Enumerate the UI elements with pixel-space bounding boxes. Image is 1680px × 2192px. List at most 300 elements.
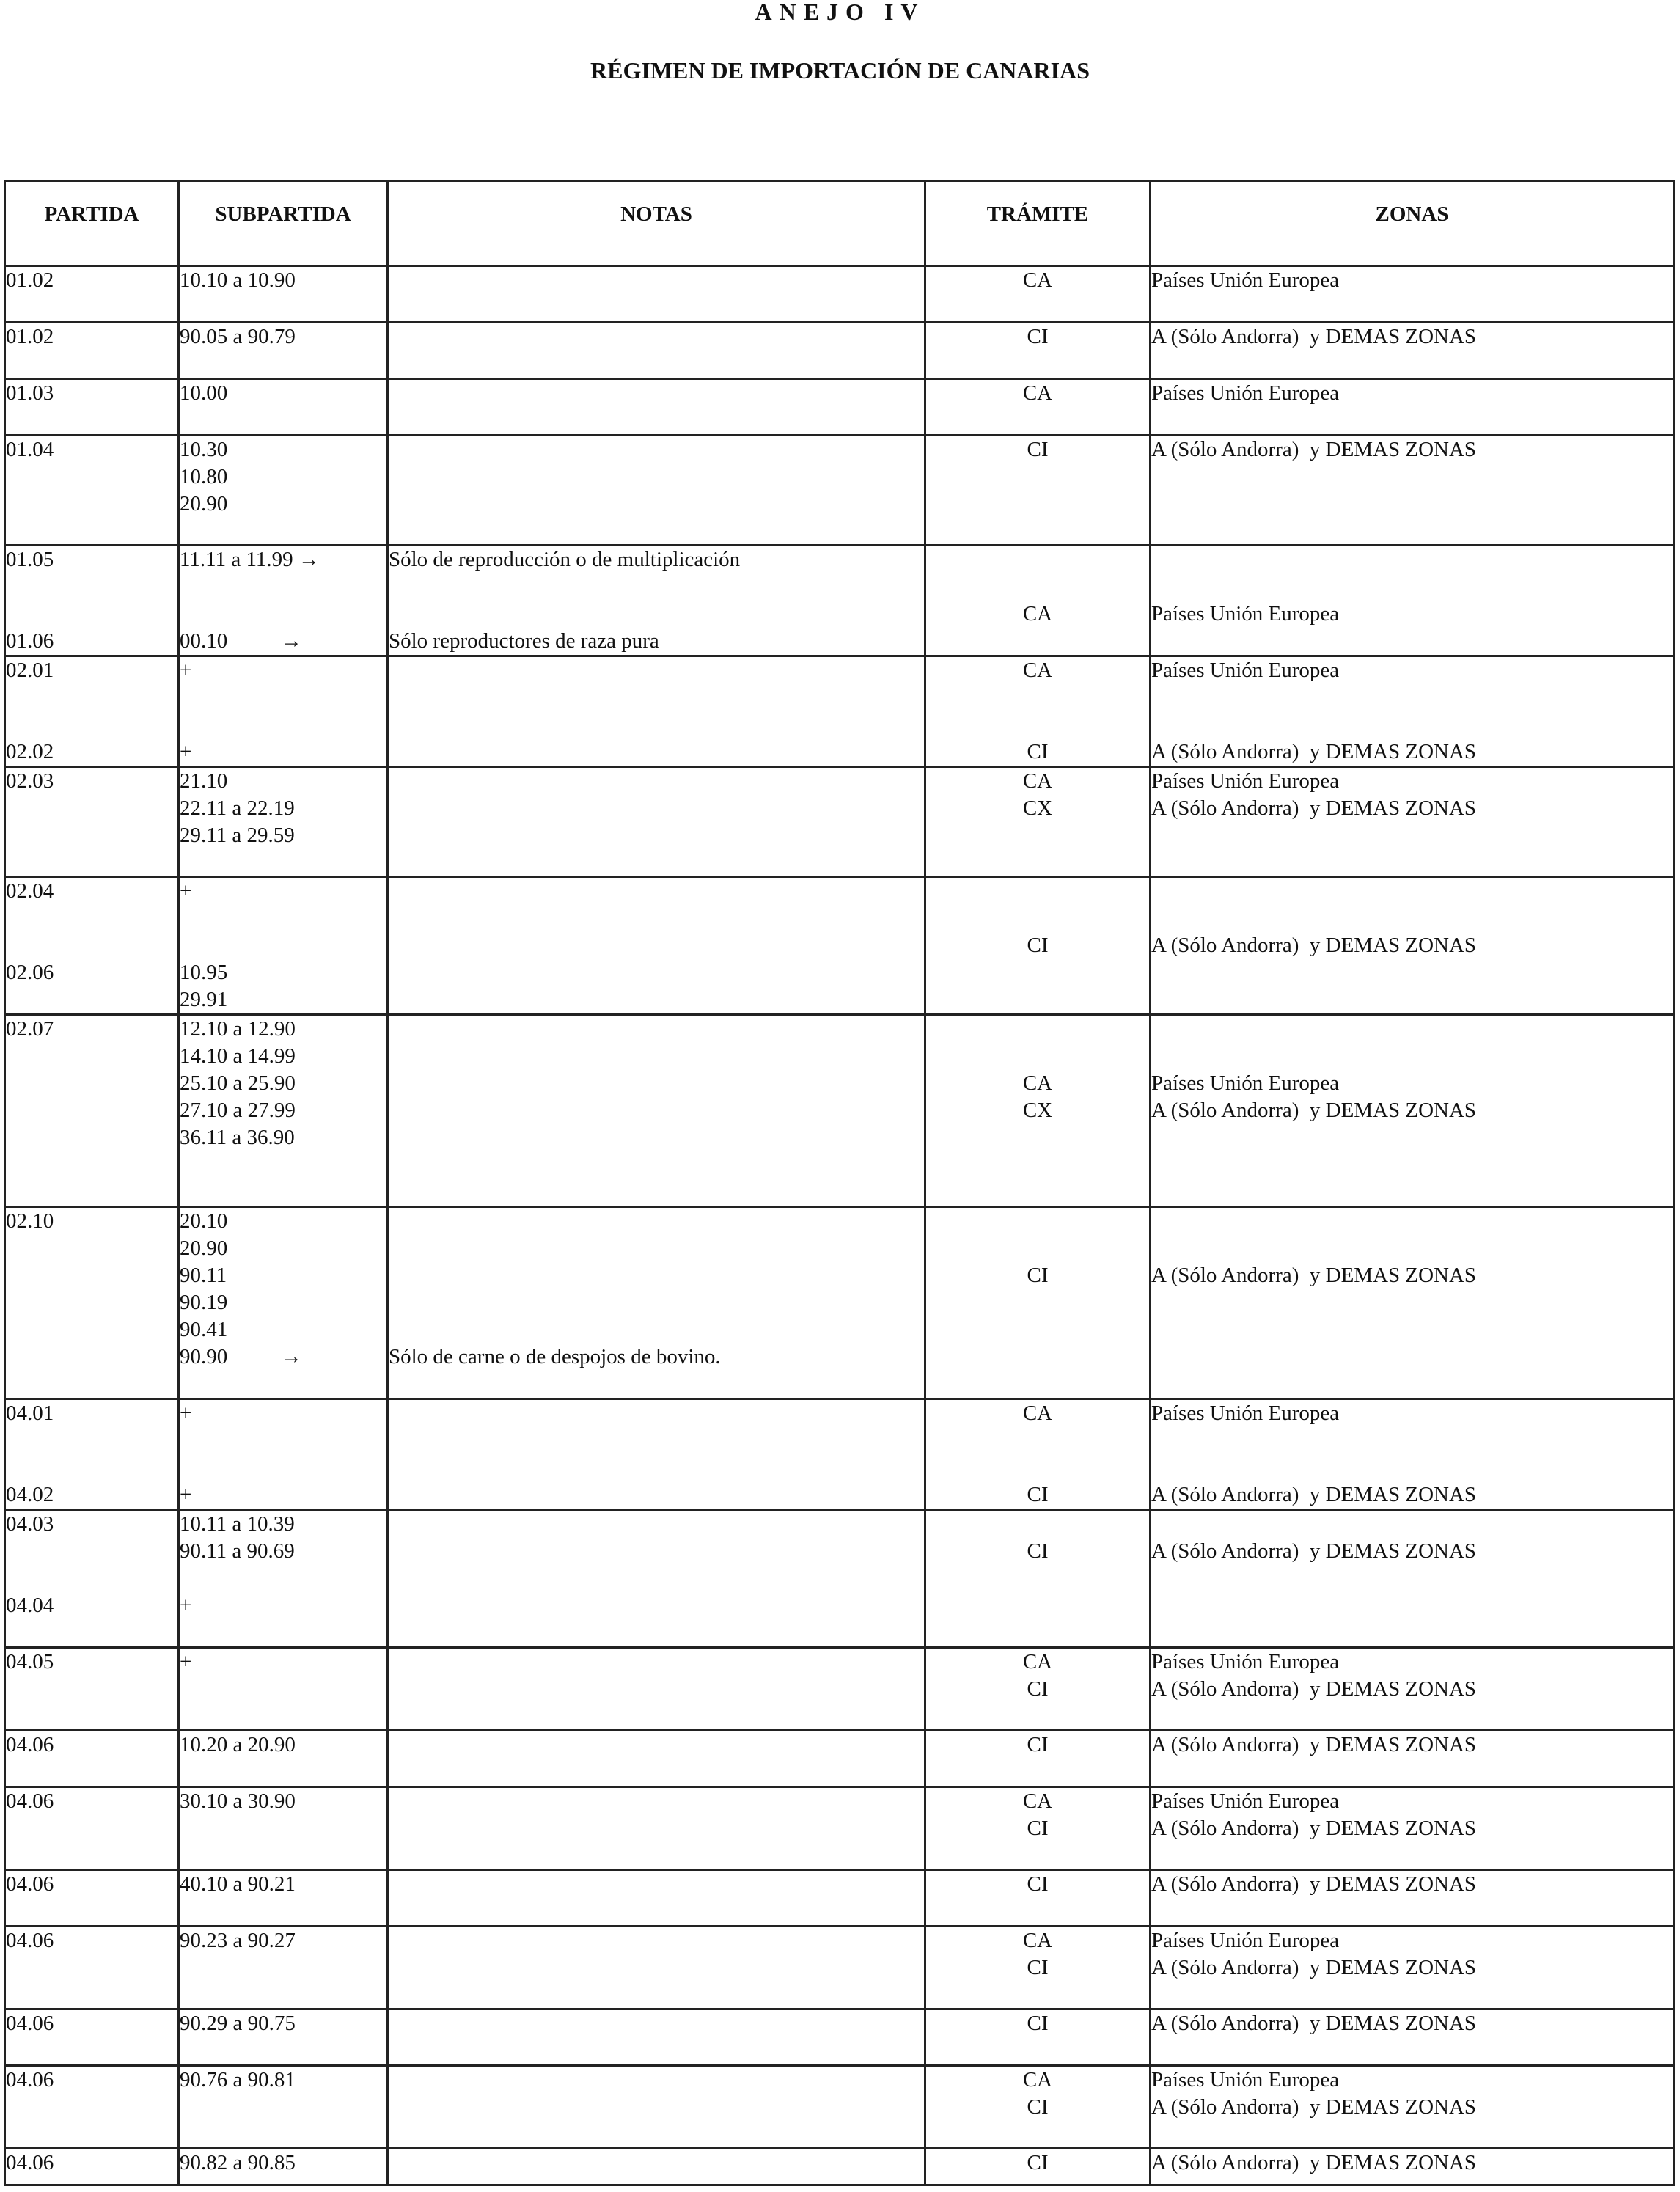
partida-cell — [5, 266, 179, 323]
notas-cell — [388, 656, 925, 767]
subpartida-line — [180, 932, 386, 959]
zonas-line — [1151, 546, 1673, 573]
subpartida-line — [180, 601, 386, 628]
subpartida-line: 11.11 a 11.99 → — [180, 548, 320, 571]
tramite-cell — [925, 1510, 1151, 1648]
zonas-cell — [1151, 1870, 1674, 1927]
notas-cell — [388, 1015, 925, 1207]
zonas-line — [1151, 711, 1673, 738]
tramite-line: CI — [1027, 1872, 1049, 1896]
tramite-cell — [925, 266, 1151, 323]
table-row — [5, 1870, 1674, 1927]
zonas-line: Países Unión Europea — [1151, 1789, 1340, 1813]
notas-line — [389, 1649, 924, 1676]
subpartida-cell — [179, 1399, 388, 1510]
subpartida-line: 90.05 a 90.79 — [180, 325, 296, 348]
zonas-line: A (Sólo Andorra) y DEMAS ZONAS — [1151, 934, 1477, 957]
header-tramite — [925, 181, 1151, 266]
tramite-line: CI — [1027, 438, 1049, 461]
subpartida-line: 90.23 a 90.27 — [180, 1929, 296, 1952]
zonas-line — [1151, 1016, 1673, 1043]
header-subpartida — [179, 181, 388, 266]
table-header-row — [5, 181, 1674, 266]
tramite-line — [926, 546, 1149, 573]
table-row — [5, 2009, 1674, 2066]
tramite-cell — [925, 656, 1151, 767]
tramite-cell — [925, 1731, 1151, 1787]
tramite-cell — [925, 323, 1151, 379]
partida-line: 01.05 — [6, 548, 54, 571]
tramite-line — [926, 684, 1149, 711]
zonas-line — [1151, 1427, 1673, 1454]
subpartida-line: 90.19 — [180, 1291, 228, 1314]
subpartida-cell — [179, 1927, 388, 2009]
subpartida-cell — [179, 266, 388, 323]
zonas-cell — [1151, 2149, 1674, 2185]
subpartida-line: 12.10 a 12.90 — [180, 1017, 296, 1041]
zonas-line — [1151, 573, 1673, 601]
partida-cell — [5, 546, 179, 656]
tramite-line: CI — [1027, 2012, 1049, 2035]
tramite-line: CA — [1022, 602, 1053, 626]
subpartida-line: 90.11 a 90.69 — [180, 1539, 295, 1563]
import-regime-table — [4, 180, 1675, 2186]
partida-line: 01.03 — [6, 381, 54, 405]
subpartida-line: 10.95 — [180, 961, 228, 984]
tramite-cell — [925, 767, 1151, 877]
notas-line — [389, 323, 924, 351]
notas-line — [389, 2067, 924, 2094]
partida-line: 01.06 — [6, 629, 54, 653]
subpartida-cell — [179, 379, 388, 436]
notas-line — [389, 380, 924, 407]
table-row — [5, 656, 1674, 767]
header-label: TRÁMITE — [986, 202, 1089, 226]
subpartida-cell — [179, 1648, 388, 1731]
subpartida-line: 10.30 — [180, 438, 228, 461]
partida-cell — [5, 323, 179, 379]
partida-cell — [5, 1870, 179, 1927]
tramite-line: CI — [1027, 2095, 1049, 2119]
zonas-cell — [1151, 2066, 1674, 2149]
tramite-line: CA — [1022, 1789, 1053, 1813]
header-partida — [5, 181, 179, 266]
subpartida-line: 25.10 a 25.90 — [180, 1071, 296, 1095]
partida-cell — [5, 1399, 179, 1510]
notas-line: Sólo de reproducción o de multiplicación — [389, 548, 741, 571]
partida-line — [6, 1538, 177, 1565]
partida-line: 02.02 — [6, 740, 54, 763]
partida-line: 01.02 — [6, 325, 54, 348]
notas-cell — [388, 2149, 925, 2185]
zonas-line: A (Sólo Andorra) y DEMAS ZONAS — [1151, 1817, 1477, 1840]
notas-line — [389, 1208, 924, 1235]
subpartida-line: 30.10 a 30.90 — [180, 1789, 296, 1813]
table-row — [5, 877, 1674, 1015]
partida-line: 02.10 — [6, 1209, 54, 1233]
header-label: ZONAS — [1375, 202, 1449, 226]
partida-cell — [5, 1648, 179, 1731]
notas-cell — [388, 767, 925, 877]
notas-line — [389, 1316, 924, 1344]
subpartida-line: 27.10 a 27.99 — [180, 1099, 296, 1122]
zonas-line: Países Unión Europea — [1151, 1650, 1340, 1674]
partida-line — [6, 932, 177, 959]
notas-line — [389, 1731, 924, 1759]
tramite-cell — [925, 1927, 1151, 2009]
subpartida-line: 29.11 a 29.59 — [180, 824, 295, 847]
partida-cell — [5, 1731, 179, 1787]
zonas-line — [1151, 878, 1673, 905]
subpartida-cell — [179, 2009, 388, 2066]
partida-line: 04.05 — [6, 1650, 54, 1674]
subpartida-cell — [179, 546, 388, 656]
subpartida-cell — [179, 877, 388, 1015]
tramite-cell — [925, 1399, 1151, 1510]
subpartida-cell — [179, 2149, 388, 2185]
table-row — [5, 1207, 1674, 1399]
notas-line — [389, 1289, 924, 1316]
table-row — [5, 2149, 1674, 2185]
zonas-line: Países Unión Europea — [1151, 1071, 1340, 1095]
tramite-line: CI — [1027, 1539, 1049, 1563]
zonas-line: A (Sólo Andorra) y DEMAS ZONAS — [1151, 2095, 1477, 2119]
zonas-line — [1151, 905, 1673, 932]
subpartida-line: 10.10 a 10.90 — [180, 268, 296, 292]
zonas-line — [1151, 1208, 1673, 1235]
notas-cell — [388, 1510, 925, 1648]
partida-cell — [5, 767, 179, 877]
tramite-line: CA — [1022, 769, 1053, 793]
zonas-line — [1151, 1454, 1673, 1481]
zonas-line: A (Sólo Andorra) y DEMAS ZONAS — [1151, 796, 1477, 820]
subpartida-line: 00.10 → — [180, 629, 302, 653]
tramite-cell — [925, 2066, 1151, 2149]
zonas-cell — [1151, 1510, 1674, 1648]
zonas-line: A (Sólo Andorra) y DEMAS ZONAS — [1151, 1733, 1477, 1756]
partida-line: 01.02 — [6, 268, 54, 292]
tramite-line: CA — [1022, 1929, 1053, 1952]
zonas-line: A (Sólo Andorra) y DEMAS ZONAS — [1151, 1099, 1477, 1122]
tramite-line: CA — [1022, 2068, 1053, 2092]
zonas-line: A (Sólo Andorra) y DEMAS ZONAS — [1151, 1539, 1477, 1563]
tramite-line: CI — [1027, 740, 1049, 763]
zonas-line: A (Sólo Andorra) y DEMAS ZONAS — [1151, 740, 1477, 763]
tramite-cell — [925, 1648, 1151, 1731]
table-row — [5, 767, 1674, 877]
zonas-line — [1151, 1043, 1673, 1070]
zonas-line: A (Sólo Andorra) y DEMAS ZONAS — [1151, 2012, 1477, 2035]
tramite-cell — [925, 1870, 1151, 1927]
tramite-line: CI — [1027, 325, 1049, 348]
zonas-line: Países Unión Europea — [1151, 268, 1340, 292]
zonas-line: A (Sólo Andorra) y DEMAS ZONAS — [1151, 1872, 1477, 1896]
zonas-cell — [1151, 1731, 1674, 1787]
table-row — [5, 379, 1674, 436]
partida-line: 04.06 — [6, 2012, 54, 2035]
subpartida-cell — [179, 1015, 388, 1207]
tramite-line — [926, 573, 1149, 601]
header-notas — [388, 181, 925, 266]
subpartida-line: 20.10 — [180, 1209, 228, 1233]
annex-title: ANEJO IV — [755, 0, 925, 25]
notas-cell — [388, 1927, 925, 2009]
table-row — [5, 1787, 1674, 1870]
header-zonas — [1151, 181, 1674, 266]
partida-line — [6, 684, 177, 711]
subpartida-line: + — [180, 659, 192, 682]
partida-cell — [5, 379, 179, 436]
zonas-line: Países Unión Europea — [1151, 2068, 1340, 2092]
partida-line: 04.04 — [6, 1594, 54, 1617]
zonas-line: Países Unión Europea — [1151, 602, 1340, 626]
zonas-line: A (Sólo Andorra) y DEMAS ZONAS — [1151, 438, 1477, 461]
subpartida-line: 36.11 a 36.90 — [180, 1126, 295, 1149]
document-title: RÉGIMEN DE IMPORTACIÓN DE CANARIAS — [590, 57, 1090, 84]
partida-line — [6, 601, 177, 628]
partida-line: 02.03 — [6, 769, 54, 793]
subpartida-line — [180, 905, 386, 932]
tramite-cell — [925, 2009, 1151, 2066]
table-row — [5, 1015, 1674, 1207]
table-row — [5, 546, 1674, 656]
subpartida-line: 90.11 — [180, 1264, 227, 1287]
partida-cell — [5, 2009, 179, 2066]
subpartida-cell — [179, 1510, 388, 1648]
zonas-cell — [1151, 767, 1674, 877]
zonas-cell — [1151, 877, 1674, 1015]
tramite-cell — [925, 2149, 1151, 2185]
partida-line: 04.01 — [6, 1401, 54, 1425]
tramite-line — [926, 1208, 1149, 1235]
partida-line — [6, 711, 177, 738]
table-row — [5, 1731, 1674, 1787]
notas-line — [389, 2149, 924, 2177]
partida-cell — [5, 2149, 179, 2185]
notas-line — [389, 1262, 924, 1289]
tramite-line: CA — [1022, 1071, 1053, 1095]
notas-cell — [388, 1207, 925, 1399]
tramite-line: CI — [1027, 934, 1049, 957]
zonas-line: A (Sólo Andorra) y DEMAS ZONAS — [1151, 1677, 1477, 1701]
subpartida-line: + — [180, 1401, 192, 1425]
subpartida-line: 90.41 — [180, 1318, 228, 1341]
notas-cell — [388, 1787, 925, 1870]
zonas-line: Países Unión Europea — [1151, 1401, 1340, 1425]
zonas-line: A (Sólo Andorra) y DEMAS ZONAS — [1151, 1264, 1477, 1287]
subpartida-line: + — [180, 1650, 192, 1674]
partida-line: 01.04 — [6, 438, 54, 461]
partida-cell — [5, 2066, 179, 2149]
notas-line — [389, 573, 924, 601]
table-row — [5, 436, 1674, 546]
partida-line: 04.06 — [6, 1929, 54, 1952]
tramite-cell — [925, 379, 1151, 436]
partida-line: 04.06 — [6, 1872, 54, 1896]
partida-line: 02.07 — [6, 1017, 54, 1041]
subpartida-line: 90.82 a 90.85 — [180, 2151, 296, 2174]
zonas-cell — [1151, 1207, 1674, 1399]
notas-line — [389, 1235, 924, 1262]
tramite-line — [926, 1454, 1149, 1481]
partida-line: 04.06 — [6, 1789, 54, 1813]
table-row — [5, 1648, 1674, 1731]
zonas-cell — [1151, 1015, 1674, 1207]
header-label: NOTAS — [620, 202, 692, 226]
zonas-cell — [1151, 1399, 1674, 1510]
subpartida-line: + — [180, 1594, 192, 1617]
zonas-cell — [1151, 656, 1674, 767]
zonas-line: Países Unión Europea — [1151, 381, 1340, 405]
zonas-cell — [1151, 1927, 1674, 2009]
zonas-line: Países Unión Europea — [1151, 1929, 1340, 1952]
tramite-cell — [925, 1015, 1151, 1207]
subpartida-line: 10.80 — [180, 465, 228, 488]
zonas-line — [1151, 1511, 1673, 1538]
notas-line — [389, 1016, 924, 1043]
subpartida-line — [180, 711, 386, 738]
partida-line: 04.02 — [6, 1483, 54, 1506]
subpartida-line: 10.20 a 20.90 — [180, 1733, 296, 1756]
subpartida-cell — [179, 1787, 388, 1870]
zonas-line — [1151, 1235, 1673, 1262]
notas-line — [389, 1788, 924, 1815]
tramite-line: CA — [1022, 381, 1053, 405]
partida-line: 04.06 — [6, 2151, 54, 2174]
notas-cell — [388, 1648, 925, 1731]
partida-line — [6, 573, 177, 601]
tramite-cell — [925, 1787, 1151, 1870]
zonas-line — [1151, 684, 1673, 711]
tramite-line: CI — [1027, 1677, 1049, 1701]
tramite-line: CX — [1022, 1099, 1053, 1122]
zonas-line: A (Sólo Andorra) y DEMAS ZONAS — [1151, 1483, 1477, 1506]
subpartida-line: 29.91 — [180, 988, 228, 1011]
notas-line — [389, 267, 924, 294]
notas-line — [389, 1927, 924, 1954]
tramite-line: CA — [1022, 659, 1053, 682]
subpartida-line — [180, 684, 386, 711]
notas-cell — [388, 266, 925, 323]
zonas-cell — [1151, 436, 1674, 546]
header-label: SUBPARTIDA — [215, 202, 351, 226]
tramite-line: CI — [1027, 1483, 1049, 1506]
notas-cell — [388, 2009, 925, 2066]
partida-cell — [5, 1787, 179, 1870]
subpartida-line: 20.90 — [180, 1236, 228, 1260]
notas-cell — [388, 436, 925, 546]
subpartida-line: + — [180, 879, 192, 903]
subpartida-line: 10.00 — [180, 381, 228, 405]
notas-cell — [388, 877, 925, 1015]
partida-cell — [5, 877, 179, 1015]
tramite-line: CI — [1027, 1956, 1049, 1979]
notas-line — [389, 1511, 924, 1538]
notas-cell — [388, 1399, 925, 1510]
tramite-cell — [925, 877, 1151, 1015]
partida-cell — [5, 656, 179, 767]
header-label: PARTIDA — [44, 202, 139, 226]
subpartida-line: 20.90 — [180, 492, 228, 516]
tramite-cell — [925, 546, 1151, 656]
subpartida-cell — [179, 1731, 388, 1787]
partida-line: 02.06 — [6, 961, 54, 984]
tramite-cell — [925, 1207, 1151, 1399]
tramite-line: CX — [1022, 796, 1053, 820]
zonas-line: A (Sólo Andorra) y DEMAS ZONAS — [1151, 325, 1477, 348]
notas-line — [389, 1400, 924, 1427]
subpartida-line: + — [180, 740, 192, 763]
partida-cell — [5, 1510, 179, 1648]
subpartida-line: 90.76 a 90.81 — [180, 2068, 296, 2092]
subpartida-line: 40.10 a 90.21 — [180, 1872, 296, 1896]
notas-line: Sólo de carne o de despojos de bovino. — [389, 1345, 721, 1368]
tramite-line: CA — [1022, 268, 1053, 292]
zonas-cell — [1151, 379, 1674, 436]
subpartida-line: + — [180, 1483, 192, 1506]
zonas-cell — [1151, 546, 1674, 656]
zonas-line: A (Sólo Andorra) y DEMAS ZONAS — [1151, 1956, 1477, 1979]
tramite-line — [926, 878, 1149, 905]
notas-cell — [388, 546, 925, 656]
subpartida-line: 10.11 a 10.39 — [180, 1512, 295, 1536]
zonas-line: Países Unión Europea — [1151, 769, 1340, 793]
subpartida-line — [180, 1565, 386, 1592]
notas-cell — [388, 1731, 925, 1787]
table-row — [5, 2066, 1674, 2149]
tramite-line — [926, 1427, 1149, 1454]
subpartida-cell — [179, 1870, 388, 1927]
partida-cell — [5, 1207, 179, 1399]
zonas-line: A (Sólo Andorra) y DEMAS ZONAS — [1151, 2151, 1477, 2174]
tramite-line: CI — [1027, 2151, 1049, 2174]
subpartida-line: 90.90 → — [180, 1345, 302, 1368]
notas-line: Sólo reproductores de raza pura — [389, 629, 659, 653]
subpartida-cell — [179, 323, 388, 379]
partida-line: 04.06 — [6, 2068, 54, 2092]
tramite-line: CI — [1027, 1817, 1049, 1840]
partida-line: 04.06 — [6, 1733, 54, 1756]
partida-line — [6, 1565, 177, 1592]
notas-cell — [388, 323, 925, 379]
notas-cell — [388, 1870, 925, 1927]
zonas-cell — [1151, 1648, 1674, 1731]
partida-line: 02.04 — [6, 879, 54, 903]
partida-line — [6, 905, 177, 932]
subpartida-line — [180, 573, 386, 601]
partida-line: 04.03 — [6, 1512, 54, 1536]
subpartida-cell — [179, 767, 388, 877]
notas-line — [389, 436, 924, 463]
subpartida-line — [180, 1427, 386, 1454]
table-row — [5, 1399, 1674, 1510]
tramite-line: CI — [1027, 1733, 1049, 1756]
subpartida-cell — [179, 436, 388, 546]
tramite-line — [926, 1511, 1149, 1538]
table-row — [5, 1510, 1674, 1648]
tramite-line — [926, 711, 1149, 738]
notas-cell — [388, 2066, 925, 2149]
subpartida-line — [180, 1454, 386, 1481]
zonas-line: Países Unión Europea — [1151, 659, 1340, 682]
table-row — [5, 323, 1674, 379]
notas-line — [389, 768, 924, 795]
tramite-line — [926, 1235, 1149, 1262]
subpartida-cell — [179, 1207, 388, 1399]
subpartida-line: 90.29 a 90.75 — [180, 2012, 296, 2035]
zonas-cell — [1151, 2009, 1674, 2066]
tramite-line — [926, 905, 1149, 932]
